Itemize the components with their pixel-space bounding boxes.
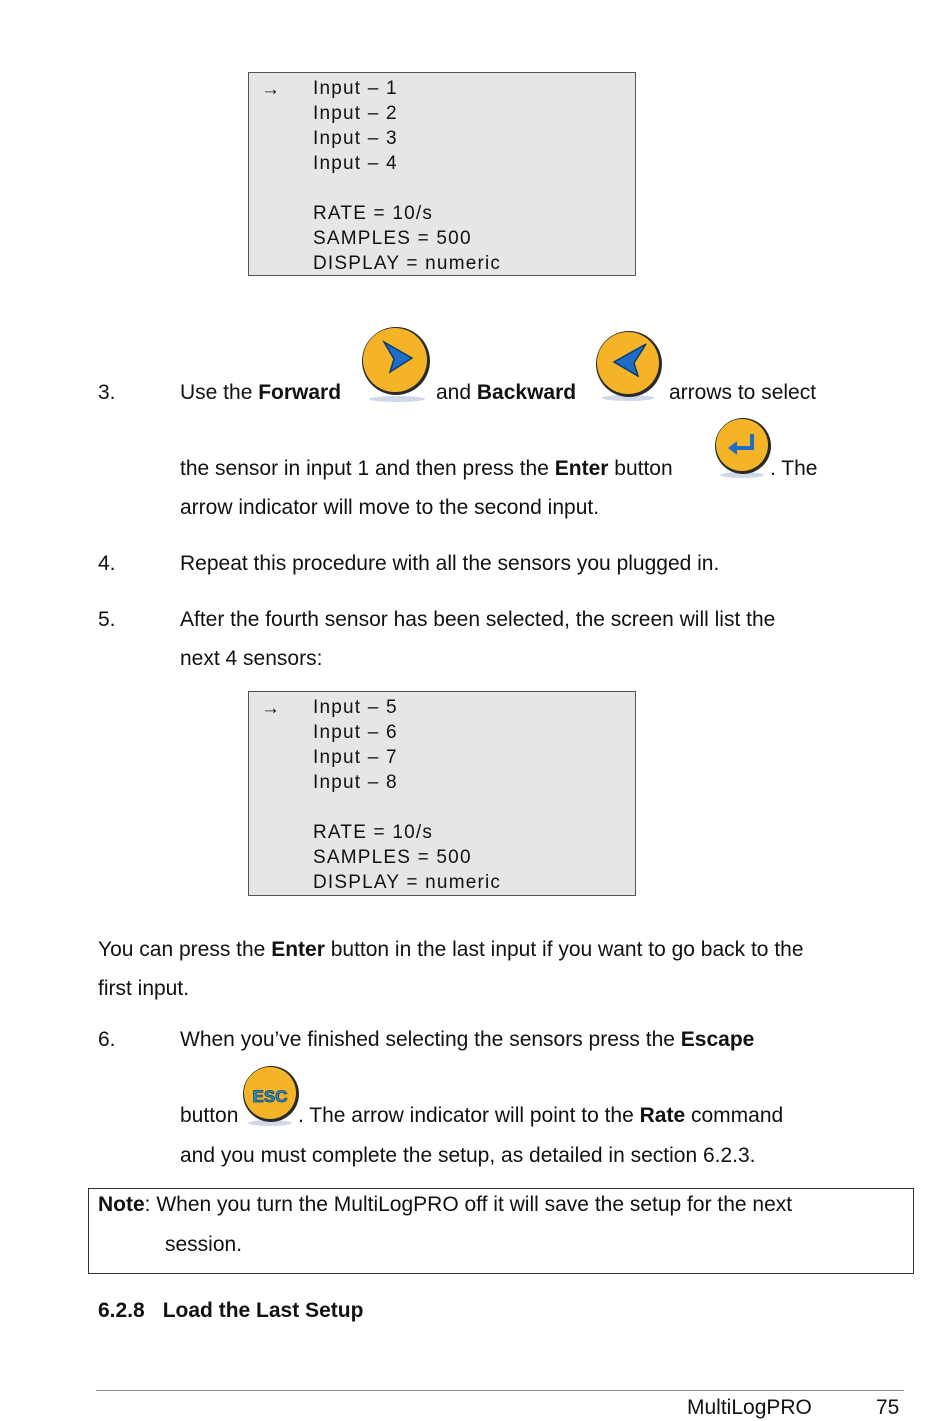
screen1-display: DISPLAY = numeric bbox=[313, 253, 502, 274]
screen2-display: DISPLAY = numeric bbox=[313, 872, 502, 893]
step-6-line-2b: . The arrow indicator will point to the Rate command bbox=[298, 1104, 784, 1127]
screen1-input-4: Input – 4 bbox=[313, 153, 398, 174]
step-3-line-2a: the sensor in input 1 and then press the Enter button bbox=[180, 457, 673, 480]
section-heading bbox=[98, 1298, 363, 1324]
enter-term: Enter bbox=[271, 938, 325, 961]
section-title: Load the Last Setup bbox=[162, 1299, 364, 1322]
step-5-number: 5. bbox=[98, 608, 116, 631]
step-5-line-1: After the fourth sensor has been selected, the screen will list the bbox=[180, 608, 776, 631]
step-3-line-1c: arrows to select bbox=[669, 381, 817, 404]
screen1-input-1: Input – 1 bbox=[313, 78, 398, 99]
step-3-number: 3. bbox=[98, 381, 116, 404]
footer-page-number: 75 bbox=[876, 1396, 900, 1419]
rate-term: Rate bbox=[639, 1104, 686, 1127]
step-3-line-1a: Use the Forward bbox=[180, 381, 342, 404]
note-label: Note bbox=[98, 1193, 145, 1216]
lcd-screen-2 bbox=[248, 691, 636, 896]
footer-product: MultiLogPRO bbox=[687, 1396, 812, 1419]
backward-button-icon bbox=[594, 330, 664, 402]
step-4-number: 4. bbox=[98, 552, 116, 575]
screen2-rate: RATE = 10/s bbox=[313, 822, 434, 843]
screen2-input-8: Input – 8 bbox=[313, 772, 398, 793]
screen1-input-2: Input – 2 bbox=[313, 103, 398, 124]
enter-button-icon bbox=[712, 418, 774, 480]
enter-paragraph-line-1: You can press the Enter button in the last input if you want to go back to the bbox=[98, 938, 804, 961]
step-6-line-3: and you must complete the setup, as detailed in section 6.2.3. bbox=[180, 1144, 756, 1167]
esc-label: ESC bbox=[252, 1087, 288, 1106]
screen1-input-3: Input – 3 bbox=[313, 128, 398, 149]
escape-term: Escape bbox=[680, 1028, 755, 1051]
step-5-line-2: next 4 sensors: bbox=[180, 647, 323, 670]
lcd-screen-1 bbox=[248, 72, 636, 276]
selection-arrow-icon: → bbox=[261, 698, 280, 719]
forward-button-icon bbox=[360, 324, 434, 404]
note-line-2: session. bbox=[165, 1233, 243, 1256]
screen1-samples: SAMPLES = 500 bbox=[313, 228, 472, 249]
screen1-rate: RATE = 10/s bbox=[313, 203, 434, 224]
step-3-line-2b: . The bbox=[770, 457, 818, 480]
step-3-line-3: arrow indicator will move to the second input. bbox=[180, 496, 600, 519]
step-3-line-1b: and Backward bbox=[436, 381, 577, 404]
screen2-input-7: Input – 7 bbox=[313, 747, 398, 768]
step-6-line-2a: button bbox=[180, 1104, 239, 1127]
footer-divider bbox=[96, 1390, 904, 1391]
screen2-input-6: Input – 6 bbox=[313, 722, 398, 743]
step-4-text: Repeat this procedure with all the sensors you plugged in. bbox=[180, 552, 720, 575]
backward-term: Backward bbox=[476, 381, 577, 404]
escape-button-icon bbox=[242, 1066, 302, 1128]
step-6-number: 6. bbox=[98, 1028, 116, 1051]
step-6-line-1: When you’ve finished selecting the sensors press the Escape bbox=[180, 1028, 755, 1051]
selection-arrow-icon: → bbox=[261, 79, 280, 100]
enter-term: Enter bbox=[554, 457, 609, 480]
forward-term: Forward bbox=[258, 381, 342, 404]
section-number: 6.2.8 bbox=[98, 1299, 145, 1322]
enter-paragraph-line-2: first input. bbox=[98, 977, 190, 1000]
screen2-input-5: Input – 5 bbox=[313, 697, 398, 718]
note-line-1: Note: When you turn the MultiLogPRO off it will save the setup for the next bbox=[98, 1193, 793, 1216]
screen2-samples: SAMPLES = 500 bbox=[313, 847, 472, 868]
